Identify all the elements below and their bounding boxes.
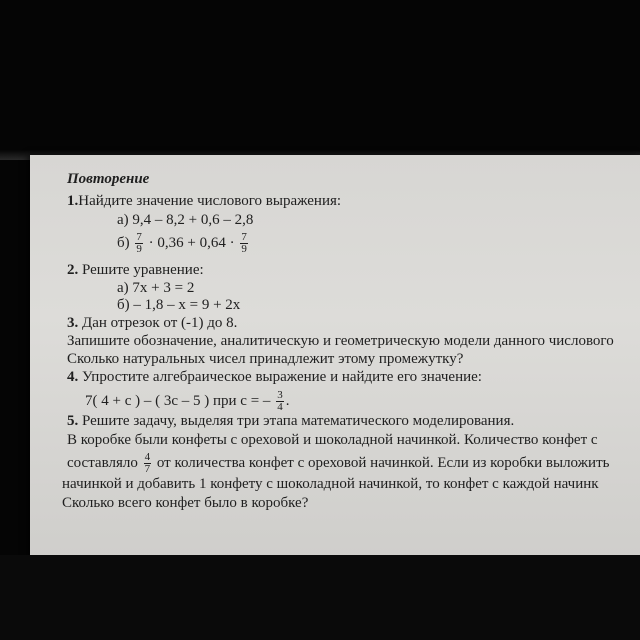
task2-text: Решите уравнение: bbox=[82, 262, 204, 278]
task1-b bbox=[117, 232, 250, 255]
task3-line2: Запишите обозначение, аналитическую и геометрическую модели данного числового bbox=[67, 333, 614, 349]
task4-expr: 7( 4 + с ) – ( 3с – 5 ) при с = – bbox=[85, 392, 271, 409]
task5-line3-start: составляло bbox=[67, 454, 138, 471]
task1-a: а) 9,4 – 8,2 + 0,6 – 2,8 bbox=[117, 212, 254, 228]
task1-number: 1. bbox=[67, 193, 79, 209]
task1-b-prefix: б) bbox=[117, 234, 130, 251]
task1-b-middle: · 0,36 + 0,64 · bbox=[148, 234, 235, 251]
task5-fraction bbox=[144, 452, 152, 475]
task2-a: а) 7x + 3 = 2 bbox=[117, 280, 195, 296]
task5-line3-end: от количества конфет с ореховой начинкой. Если из коробки выложить bbox=[156, 454, 610, 471]
fraction-denominator: 9 bbox=[136, 243, 142, 255]
task3-line3: Сколько натуральных чисел принадлежит этому промежутку? bbox=[67, 351, 464, 367]
task2-number: 2. bbox=[67, 262, 79, 278]
task5-line5: Сколько всего конфет было в коробке? bbox=[62, 495, 309, 511]
task4-expression bbox=[85, 390, 289, 413]
task3-line bbox=[67, 315, 237, 332]
task5-line2: В коробке были конфеты с ореховой и шоколадной начинкой. Количество конфет с bbox=[67, 432, 598, 448]
task4-fraction bbox=[276, 390, 284, 413]
task5-line bbox=[67, 413, 514, 430]
task1-line bbox=[67, 193, 341, 210]
task2-b: б) – 1,8 – x = 9 + 2x bbox=[117, 297, 241, 313]
task3-number: 3. bbox=[67, 315, 79, 331]
fraction-denominator: 4 bbox=[277, 401, 283, 413]
fraction-numerator: 7 bbox=[136, 231, 142, 243]
task3-text: Дан отрезок от (-1) до 8. bbox=[82, 315, 238, 331]
task4-end: . bbox=[285, 392, 290, 409]
task5-text: Решите задачу, выделяя три этапа математического моделирования. bbox=[82, 413, 515, 429]
fraction-denominator: 9 bbox=[241, 243, 247, 255]
task1-b-fraction-1 bbox=[135, 232, 143, 255]
task4-line bbox=[67, 369, 482, 386]
fraction-denominator: 7 bbox=[144, 463, 151, 475]
task5-line3 bbox=[67, 452, 609, 475]
task5-number: 5. bbox=[67, 413, 79, 429]
task1-b-fraction-2 bbox=[240, 232, 248, 255]
fraction-numerator: 7 bbox=[241, 231, 247, 243]
task2-line bbox=[67, 262, 204, 279]
task1-text: Найдите значение числового выражения: bbox=[78, 193, 342, 209]
fraction-numerator: 3 bbox=[277, 389, 283, 401]
fraction-numerator: 4 bbox=[144, 451, 151, 463]
dark-background bbox=[0, 555, 640, 640]
task4-number: 4. bbox=[67, 369, 79, 385]
worksheet-heading: Повторение bbox=[67, 171, 150, 187]
task4-text: Упростите алгебраическое выражение и найдите его значение: bbox=[82, 369, 482, 385]
task5-line4: начинкой и добавить 1 конфету с шоколадной начинкой, то конфет с каждой начинк bbox=[62, 476, 599, 492]
